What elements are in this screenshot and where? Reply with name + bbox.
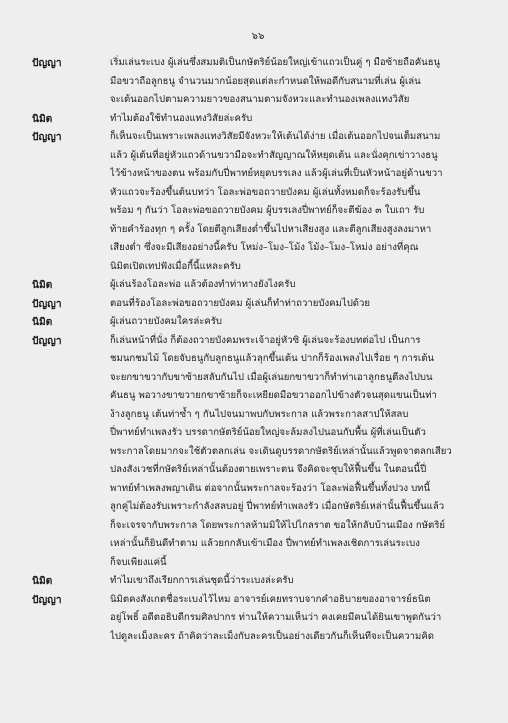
text-line: พาทย์ทำเพลงพญาเดิน ต่อจากนั้นพระกาลจะร้องว่า โอละพ่อฟื้นขึ้นทั้งปวง บทนี้ xyxy=(110,482,431,494)
speech-text xyxy=(110,54,484,110)
speaker-name: นิมิต xyxy=(32,112,53,125)
text-line: เสียงต่ำ ซึ่งจะมีเสียงอย่างนี้ครับ โหม่ง–โมง–โม้ง โม้ง–โมง–โหม่ง อย่างที่คุณ xyxy=(110,242,419,253)
text-line: ทำไมต้องใช้ทำนองแทงวิสัยล่ะครับ xyxy=(110,112,253,124)
dialogue-turn xyxy=(32,110,484,129)
text-line: ไปดูละเม็งละคร ถ้าคิดว่าละเม็งกับละครเป็นอย่างเดียวกันก็เห็นทีจะเป็นความคิด xyxy=(110,630,434,642)
text-line: ไว้ข้างหน้าของตน พร้อมกับปี่พาทย์หยุดบรรเลง แล้วผู้เล่นที่เป็นหัวหน้าอยู่ด้านขวา xyxy=(110,168,443,179)
speaker-name: ปัญญา xyxy=(32,297,62,310)
speaker-name: ปัญญา xyxy=(32,593,62,606)
text-line: ก็เห็นจะเป็นเพราะเพลงแทงวิสัยมีจังหวะให้เต้นได้ง่าย เมื่อเต้นออกไปจนเต็มสนาม xyxy=(110,131,441,142)
text-line: ท้ายคำร้องทุก ๆ ครั้ง โดยตีลูกเสียงต่ำขึ้นไปหาเสียงสูง และตีลูกเสียงสูงลงมาหา xyxy=(110,223,432,235)
dialogue-turn xyxy=(32,591,484,647)
dialogue-turn xyxy=(32,276,484,295)
text-line: ทำไมเขาถึงเรียกการเล่นชุดนี้ว่าระเบงล่ะครับ xyxy=(110,575,294,586)
dialogue xyxy=(32,54,484,646)
text-line: ตอนที่ร้องโอละพ่อขอถวายบังคม ผู้เล่นก็ทำท่าถวายบังคมไปด้วย xyxy=(110,297,371,309)
text-line: ชมนกชมไม้ โดยจับธนูกับลูกธนูแล้วลุกขึ้นเต้น ปากก็ร้องเพลงไปเรื่อย ๆ การเต้น xyxy=(110,353,434,364)
dialogue-turn xyxy=(32,128,484,276)
dialogue-turn xyxy=(32,54,484,110)
speech-text xyxy=(110,276,484,295)
text-line: นิมิตคงสังเกตชื่อระเบงไว้ไหม อาจารย์เคยทราบจากคำอธิบายของอาจารย์ธนิต xyxy=(110,593,431,605)
text-line: ลูกคู่ไม่ต้องรับเพราะกำลังสลบอยู่ ปี่พาทย์ทำเพลงรัว เมื่อกษัตริย์เหล่านั้นฟื้นขึ้นแล้ว xyxy=(110,501,445,512)
text-line: มือขวาถือลูกธนู จำนวนมากน้อยสุดแต่ละกำหนดให้พอดีกับสนามที่เล่น ผู้เล่น xyxy=(110,75,421,87)
speech-text xyxy=(110,591,484,647)
speaker-name: นิมิต xyxy=(32,279,53,291)
dialogue-turn xyxy=(32,295,484,314)
text-line: เหล่านั้นก็ยินดีทำตาม แล้วยกกลับเข้าเมือง ปี่พาทย์ทำเพลงเชิดการเล่นระเบง xyxy=(110,538,420,549)
text-line: แล้ว ผู้เต้นที่อยู่หัวแถวด้านขวามือจะทำสัญญาณให้หยุดเต้น และนั่งคุกเข่าวางธนู xyxy=(110,149,438,161)
page-number: ๖๖ xyxy=(251,31,265,42)
text-line: จะยกขาขวากับขาซ้ายสลับกันไป เมื่อผู้เล่นยกขาขวาก็ทำท่าเอาลูกธนูตีลงไปบน xyxy=(110,371,433,383)
speaker-name: นิมิต xyxy=(32,575,53,587)
speaker-name: ปัญญา xyxy=(32,57,62,69)
speech-text xyxy=(110,332,484,573)
text-line: ก็จะเจรจากับพระกาล โดยพระกาลห้ามมิให้ไปไกลราต ขอให้กลับบ้านเมือง กษัตริย์ xyxy=(110,519,445,531)
text-line: ปลงสังเวชที่กษัตริย์เหล่านั้นต้องตายเพราะตน จึงคิดจะชุบให้ฟื้นขึ้น ในตอนนี้ปี่ xyxy=(110,464,427,475)
dialogue-turn xyxy=(32,572,484,591)
text-line: ผู้เล่นถวายบังคมใครล่ะครับ xyxy=(110,316,223,327)
speaker-name: ปัญญา xyxy=(32,131,62,143)
text-line: จะเต้นออกไปตามความยาวของสนามตามจังหวะและทำนองเพลงแทงวิสัย xyxy=(110,94,410,105)
text-line: อยู่โพธิ์ อดีตอธิบดีกรมศิลปากร ท่านให้ความเห็นว่า คงเคยมีคนได้ยินเขาพูดกันว่า xyxy=(110,612,442,623)
speaker-name: นิมิต xyxy=(32,316,53,328)
text-line: ก็จบเพียงแค่นี้ xyxy=(110,556,167,568)
speech-text xyxy=(110,295,484,314)
text-line: นิมิตเปิดเทปฟังเมื่อกี้นี้แหละครับ xyxy=(110,260,241,272)
dialogue-turn xyxy=(32,313,484,332)
text-line: พร้อม ๆ กันว่า โอละพ่อขอถวายบังคม ผู้บรรเลงปี่พาทย์ก็จะตีฆ้อง ๓ ใบเถา รับ xyxy=(110,205,425,216)
text-line: คันธนู พอวางขาขวายกขาซ้ายก็จะเหยียดมือขวาออกไปข้างตัวจนสุดแขนเป็นท่า xyxy=(110,390,437,401)
dialogue-turn xyxy=(32,332,484,573)
speech-text xyxy=(110,110,484,129)
speaker-name: ปัญญา xyxy=(32,334,62,347)
text-line: ผู้เล่นร้องโอละพ่อ แล้วต้องทำท่าทางยังไงครับ xyxy=(110,279,296,290)
speech-text xyxy=(110,128,484,276)
text-line: เริ่มเล่นระเบง ผู้เล่นซึ่งสมมติเป็นกษัตริย์น้อยใหญ่เข้าแถวเป็นคู่ ๆ มือซ้ายถือคันธนู xyxy=(110,57,441,68)
text-line: พระกาลโดยมากจะใช้ตัวตลกเล่น จะเดินดูบรรดากษัตริย์เหล่านั้นแล้วพูดจาตลกเสียว xyxy=(110,445,452,457)
text-line: ปี่พาทย์ทำเพลงรัว บรรดากษัตริย์น้อยใหญ่จะล้มลงไปนอนกับพื้น ผู้ที่เล่นเป็นตัว xyxy=(110,427,426,438)
text-line: ก็เล่นหน้าที่นั่ง ก็ต้องถวายบังคมพระเจ้าอยู่หัวซิ ผู้เล่นจะร้องบทต่อไป เป็นการ xyxy=(110,334,421,346)
text-line: หัวแถวจะร้องขึ้นต้นบทว่า โอละพ่อขอถวายบังคม ผู้เล่นทั้งหมดก็จะร้องรับขึ้น xyxy=(110,186,421,198)
text-line: ง้างลูกธนู เต้นท่าซ้ำ ๆ กันไปจนมาพบกับพระกาล แล้วพระกาลสาปให้สลบ xyxy=(110,408,409,420)
speech-text xyxy=(110,313,484,332)
speech-text xyxy=(110,572,484,591)
